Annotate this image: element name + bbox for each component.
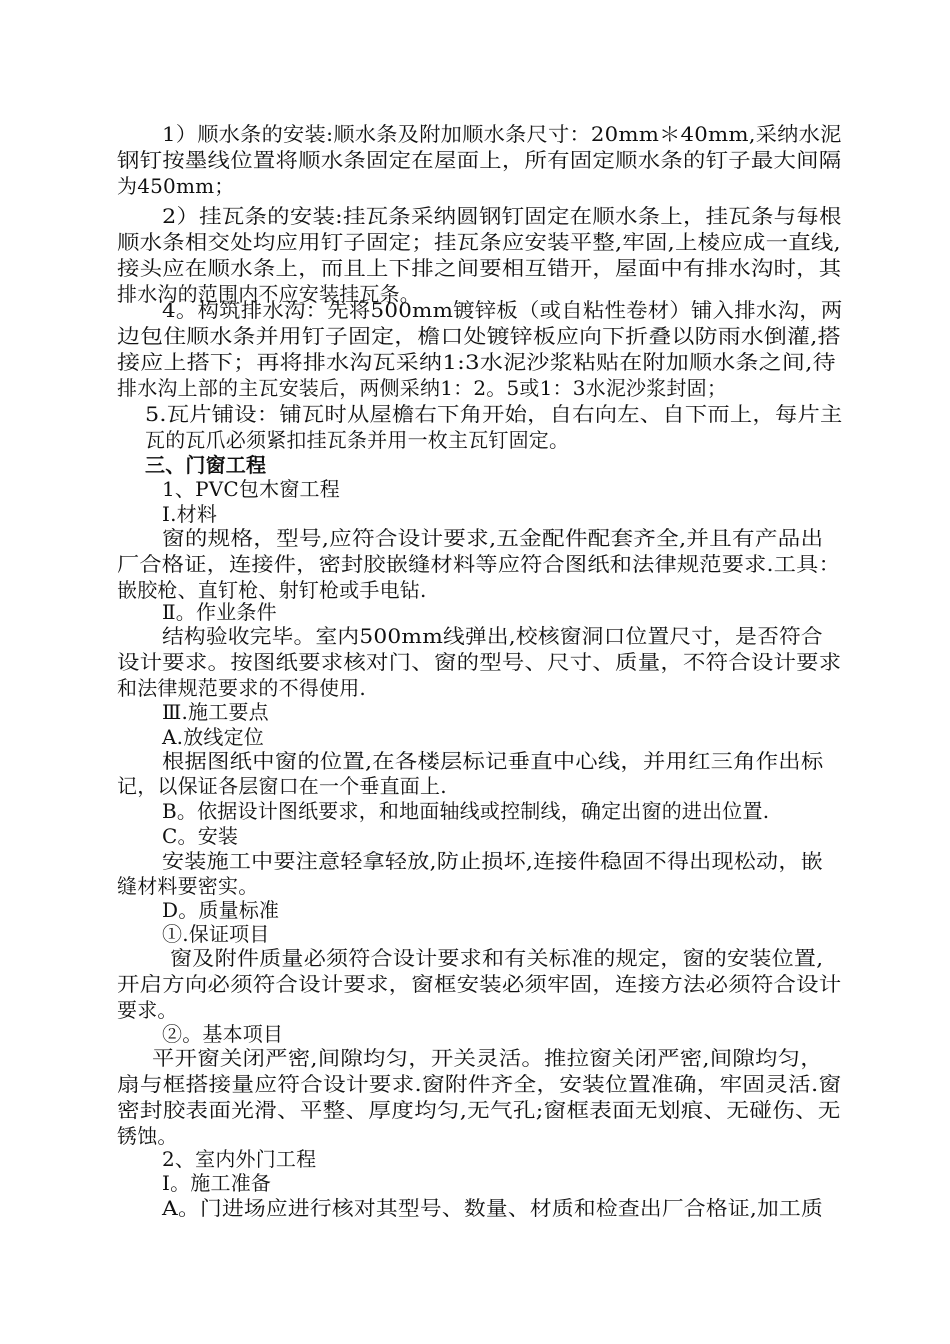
body-line: 根据图纸中窗的位置,在各楼层标记垂直中心线，并用红三角作出标 bbox=[162, 749, 824, 773]
body-line: 顺水条相交处均应用钉子固定；挂瓦条应安装平整,牢固,上棱应成一直线, bbox=[117, 230, 841, 254]
body-line: 接应上搭下；再将排水沟瓦采纳1:3水泥沙浆粘贴在附加顺水条之间,待 bbox=[117, 350, 836, 374]
body-line: 密封胶表面光滑、平整、厚度均匀,无气孔;窗框表面无划痕、无碰伤、无 bbox=[117, 1098, 841, 1122]
body-line: 厂合格证，连接件，密封胶嵌缝材料等应符合图纸和法律规范要求.工具： bbox=[117, 552, 841, 576]
body-line: 接头应在顺水条上，而且上下排之间要相互错开，屋面中有排水沟时，其 bbox=[117, 256, 842, 280]
body-line: 边包住顺水条并用钉子固定，檐口处镀锌板应向下折叠以防雨水倒灌,搭 bbox=[117, 324, 841, 348]
body-line: 记，以保证各层窗口在一个垂直面上. bbox=[117, 774, 447, 798]
body-line: 结构验收完毕。室内500mm线弹出,校核窗洞口位置尺寸，是否符合 bbox=[162, 624, 823, 648]
body-line: 开启方向必须符合设计要求，窗框安装必须牢固，连接方法必须符合设计 bbox=[117, 972, 842, 996]
item-heading: ①.保证项目 bbox=[162, 922, 270, 946]
body-line: 和法律规范要求的不得使用. bbox=[117, 676, 366, 700]
body-line: 设计要求。按图纸要求核对门、窗的型号、尺寸、质量，不符合设计要求 bbox=[117, 650, 842, 674]
subsection-heading: 2、室内外门工程 bbox=[162, 1147, 317, 1171]
item-heading: Ⅲ.施工要点 bbox=[162, 700, 269, 724]
item-heading: Ⅰ.材料 bbox=[162, 502, 218, 526]
body-line: 1）顺水条的安装:顺水条及附加顺水条尺寸：20mm＊40mm,采纳水泥 bbox=[162, 122, 842, 146]
subsection-heading: 1、PVC包木窗工程 bbox=[162, 477, 340, 501]
body-line: 要求。 bbox=[117, 998, 178, 1022]
body-line: 排水沟的范围内不应安装挂瓦条。 bbox=[117, 282, 420, 306]
body-line: 2）挂瓦条的安装:挂瓦条采纳圆钢钉固定在顺水条上，挂瓦条与每根 bbox=[162, 204, 842, 228]
item-heading: Ⅱ。作业条件 bbox=[162, 600, 277, 624]
body-line: 瓦的瓦爪必须紧扣挂瓦条并用一枚主瓦钉固定。 bbox=[145, 428, 570, 452]
body-line: 扇与框搭接量应符合设计要求.窗附件齐全，安装位置准确，牢固灵活.窗 bbox=[117, 1072, 842, 1096]
body-line: 嵌胶枪、直钉枪、射钉枪或手电钻. bbox=[117, 578, 427, 602]
item-heading: C。安装 bbox=[162, 824, 239, 848]
body-line: B。依据设计图纸要求，和地面轴线或控制线，确定出窗的进出位置. bbox=[162, 799, 770, 823]
body-line: 安装施工中要注意轻拿轻放,防止损坏,连接件稳固不得出现松动，嵌 bbox=[162, 849, 823, 873]
body-line: A。门进场应进行核对其型号、数量、材质和检查出厂合格证,加工质 bbox=[162, 1196, 824, 1220]
item-heading: D。质量标准 bbox=[162, 898, 280, 922]
item-heading: A.放线定位 bbox=[162, 725, 265, 749]
body-line: 5.瓦片铺设：铺瓦时从屋檐右下角开始，自右向左、自下而上，每片主 bbox=[145, 402, 843, 426]
body-line: 平开窗关闭严密,间隙均匀，开关灵活。推拉窗关闭严密,间隙均匀， bbox=[152, 1046, 823, 1070]
item-heading: ②。基本项目 bbox=[162, 1022, 284, 1046]
body-line: 窗的规格，型号,应符合设计要求,五金配件配套齐全,并且有产品出 bbox=[162, 526, 824, 550]
body-line: 缝材料要密实。 bbox=[117, 874, 259, 898]
body-line: 窗及附件质量必须符合设计要求和有关标准的规定，窗的安装位置, bbox=[170, 946, 824, 970]
body-line: 为450mm； bbox=[117, 174, 235, 198]
body-line: 锈蚀。 bbox=[117, 1124, 178, 1148]
body-line: 排水沟上部的主瓦安装后，两侧采纳1：2。5或1：3水泥沙浆封固； bbox=[117, 376, 728, 400]
body-line: 4。构筑排水沟：先将500mm镀锌板（或自粘性卷材）铺入排水沟，两 bbox=[162, 298, 843, 322]
section-heading: 三、门窗工程 bbox=[145, 453, 267, 477]
item-heading: Ⅰ。施工准备 bbox=[162, 1171, 272, 1195]
body-line: 钢钉按墨线位置将顺水条固定在屋面上，所有固定顺水条的钉子最大间隔 bbox=[117, 148, 842, 172]
